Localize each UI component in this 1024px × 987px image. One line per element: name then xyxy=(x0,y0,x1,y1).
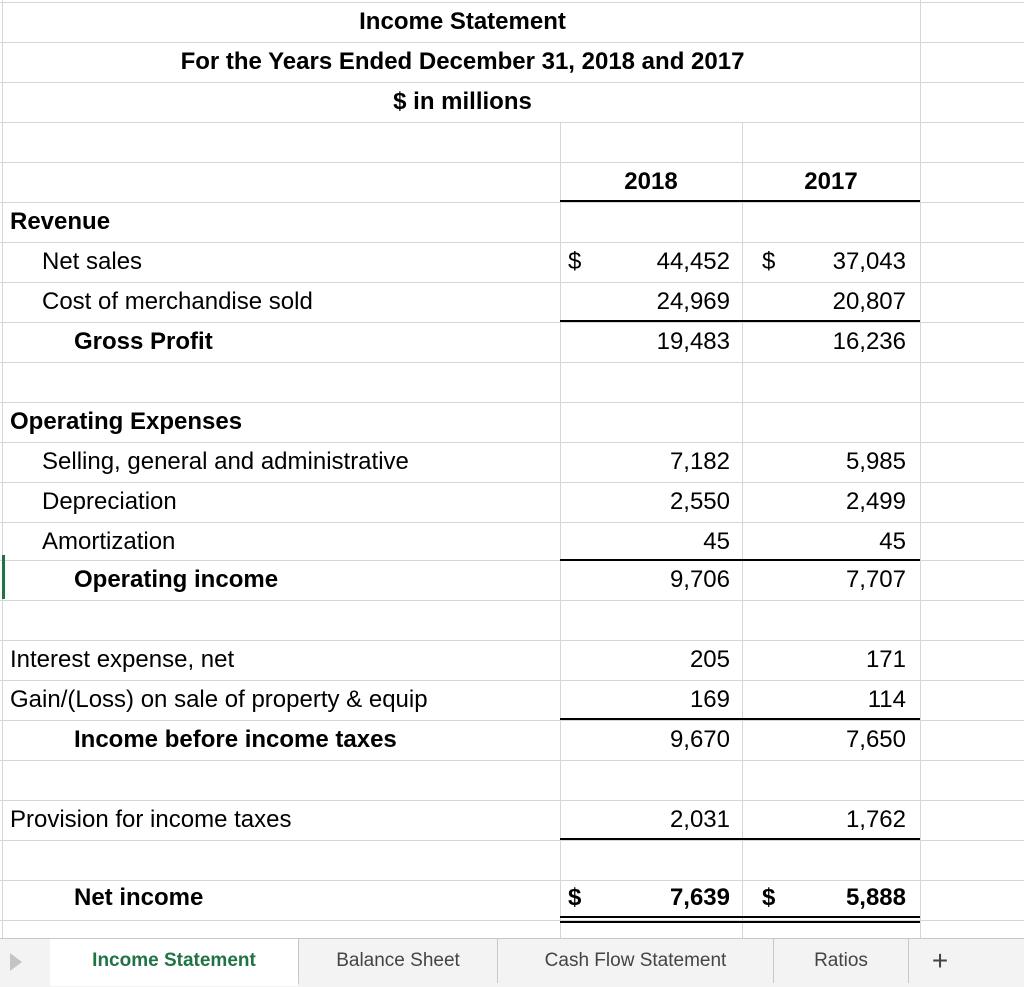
year-2017-header[interactable]: 2017 xyxy=(804,168,858,195)
sga-label[interactable]: Selling, general and administrative xyxy=(42,448,409,475)
operating-income-2018[interactable]: 9,706 xyxy=(669,566,730,593)
net-income-row xyxy=(0,878,1024,918)
operating-income-2017[interactable]: 7,707 xyxy=(845,566,906,593)
amortization-2017[interactable]: 45 xyxy=(879,528,906,555)
cost-row xyxy=(0,282,1024,322)
income-before-taxes-label[interactable]: Income before income taxes xyxy=(74,726,397,753)
statement-subtitle[interactable]: For the Years Ended December 31, 2018 and 2017 xyxy=(180,48,745,75)
depreciation-2018[interactable]: 2,550 xyxy=(669,488,730,515)
units-row xyxy=(0,82,1024,122)
gain-loss-label[interactable]: Gain/(Loss) on sale of property & equip xyxy=(10,686,428,713)
title-row xyxy=(0,2,1024,42)
revenue-heading-row xyxy=(0,202,1024,242)
gross-profit-2017[interactable]: 16,236 xyxy=(832,328,906,355)
interest-label[interactable]: Interest expense, net xyxy=(10,646,235,673)
tax-2017[interactable]: 1,762 xyxy=(845,806,906,833)
gain-loss-2017[interactable]: 114 xyxy=(867,686,906,713)
statement-title[interactable]: Income Statement xyxy=(359,8,566,35)
sheet-tab-bar xyxy=(0,938,1024,987)
gross-profit-2018[interactable]: 19,483 xyxy=(656,328,730,355)
net-income-currency-2017: $ xyxy=(762,884,776,911)
income-before-taxes-2018[interactable]: 9,670 xyxy=(669,726,730,753)
gross-profit-label[interactable]: Gross Profit xyxy=(74,328,213,355)
year-header-row xyxy=(0,162,1024,202)
tax-row xyxy=(0,800,1024,840)
net-income-double-underline-bottom xyxy=(560,921,920,923)
interest-2018[interactable]: 205 xyxy=(689,646,730,673)
operating-income-row xyxy=(0,560,1024,600)
tax-label[interactable]: Provision for income taxes xyxy=(10,806,292,833)
sga-row xyxy=(0,442,1024,482)
sga-2018[interactable]: 7,182 xyxy=(669,448,730,475)
statement-units[interactable]: $ in millions xyxy=(393,88,532,115)
operating-income-label[interactable]: Operating income xyxy=(74,566,279,593)
net-income-double-underline-top xyxy=(560,916,920,918)
subtitle-row xyxy=(0,42,1024,82)
amortization-row xyxy=(0,522,1024,562)
income-before-taxes-2017[interactable]: 7,650 xyxy=(845,726,906,753)
depreciation-label[interactable]: Depreciation xyxy=(42,488,177,515)
depreciation-row xyxy=(0,482,1024,522)
gain-loss-row xyxy=(0,680,1024,720)
interest-2017[interactable]: 171 xyxy=(865,646,906,673)
net-sales-currency-2017: $ xyxy=(762,248,776,275)
gross-profit-row xyxy=(0,322,1024,362)
scroll-tabs-right-icon[interactable] xyxy=(10,953,22,971)
income-before-taxes-row xyxy=(0,720,1024,760)
net-sales-2018[interactable]: 44,452 xyxy=(656,248,730,275)
sga-2017[interactable]: 5,985 xyxy=(845,448,906,475)
amortization-2018[interactable]: 45 xyxy=(703,528,730,555)
net-sales-currency-2018: $ xyxy=(568,248,582,275)
cost-label[interactable]: Cost of merchandise sold xyxy=(42,288,313,315)
opex-heading[interactable]: Operating Expenses xyxy=(10,408,243,435)
net-income-label[interactable]: Net income xyxy=(74,884,204,911)
net-income-currency-2018: $ xyxy=(568,884,582,911)
net-income-2017[interactable]: 5,888 xyxy=(845,884,906,911)
net-sales-label[interactable]: Net sales xyxy=(42,248,143,275)
net-sales-row xyxy=(0,242,1024,282)
amortization-label[interactable]: Amortization xyxy=(42,528,176,555)
interest-row xyxy=(0,640,1024,680)
add-sheet-button[interactable]: + xyxy=(931,945,949,976)
tab-balance-sheet[interactable]: Balance Sheet xyxy=(299,939,498,983)
cost-2017[interactable]: 20,807 xyxy=(832,288,906,315)
tab-ratios[interactable]: Ratios xyxy=(774,939,909,983)
revenue-heading[interactable]: Revenue xyxy=(10,208,111,235)
net-income-2018[interactable]: 7,639 xyxy=(669,884,730,911)
tab-cash-flow-statement[interactable]: Cash Flow Statement xyxy=(498,939,774,983)
tax-underline xyxy=(560,838,920,840)
depreciation-2017[interactable]: 2,499 xyxy=(845,488,906,515)
cost-2018[interactable]: 24,969 xyxy=(656,288,730,315)
year-2018-header[interactable]: 2018 xyxy=(624,168,678,195)
opex-heading-row xyxy=(0,402,1024,442)
gain-loss-2018[interactable]: 169 xyxy=(689,686,730,713)
net-sales-2017[interactable]: 37,043 xyxy=(832,248,906,275)
tab-income-statement[interactable]: Income Statement xyxy=(50,939,299,986)
tax-2018[interactable]: 2,031 xyxy=(669,806,730,833)
